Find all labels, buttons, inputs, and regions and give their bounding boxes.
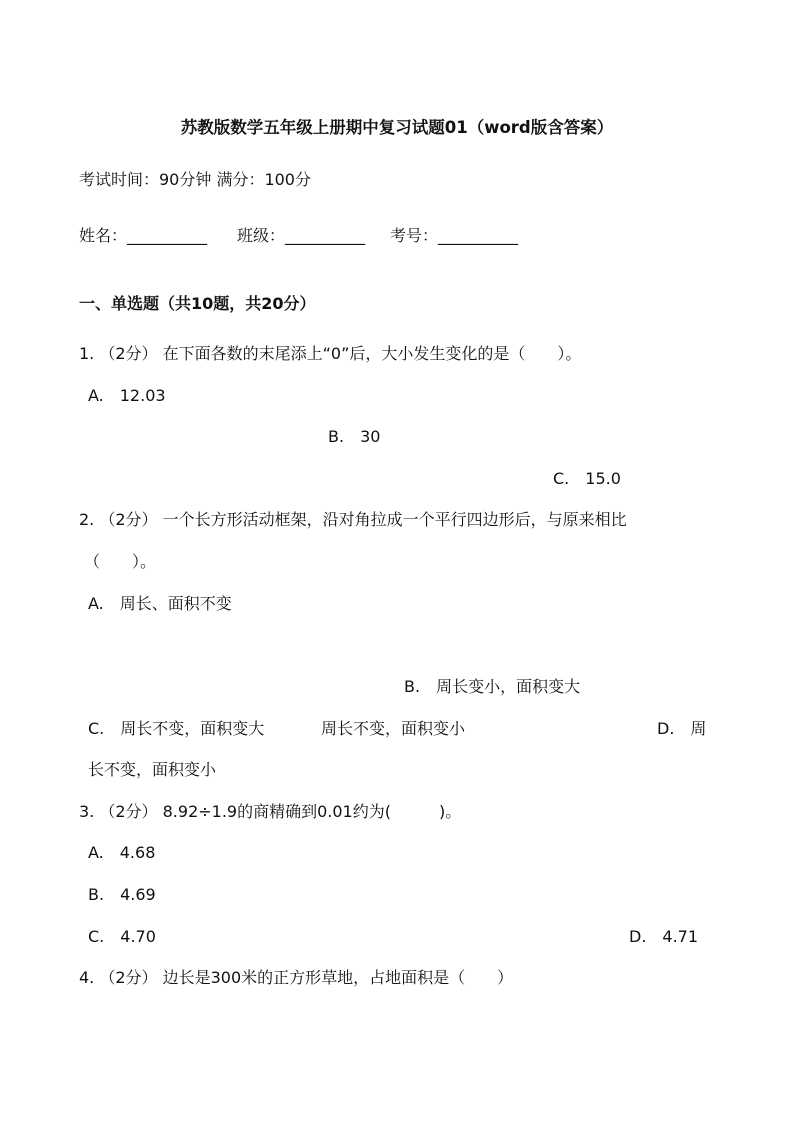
question-3-option-d: D. 4.71 [629, 927, 699, 946]
question-2-option-c: C. 周长不变，面积变大 [88, 719, 265, 738]
question-4-stem: 4. （2分） 边长是300米的正方形草地，占地面积是（ ） [79, 968, 514, 987]
question-2-stem: 2. （2分） 一个长方形活动框架，沿对角拉成一个平行四边形后，与原来相比 [79, 510, 627, 529]
question-3-stem: 3. （2分） 8.92÷1.9的商精确到0.01约为( )。 [79, 802, 462, 821]
question-1-stem: 1. （2分） 在下面各数的末尾添上“0”后，大小发生变化的是（ ）。 [79, 344, 582, 363]
question-2-option-a: A. 周长、面积不变 [88, 594, 232, 613]
section-heading: 一、单选题（共10题，共20分） [79, 294, 316, 313]
question-3-option-b: B. 4.69 [88, 885, 156, 904]
question-2-stem-continued: （ ）。 [84, 552, 157, 571]
question-1-option-a: A. 12.03 [88, 386, 166, 405]
question-2-option-d: D. 周 [657, 719, 707, 738]
page-title: 苏教版数学五年级上册期中复习试题01（word版含答案） [180, 118, 614, 137]
question-2-option-b: B. 周长变小，面积变大 [404, 677, 581, 696]
question-2-option-text: 周长不变，面积变小 [321, 719, 466, 738]
question-2-option-d-continued: 长不变，面积变小 [88, 760, 217, 779]
question-1-option-c: C. 15.0 [553, 469, 621, 488]
question-3-option-c: C. 4.70 [88, 927, 156, 946]
question-1-option-b: B. 30 [328, 427, 381, 446]
class-field: 班级：__________ [237, 226, 366, 245]
question-3-option-a: A. 4.68 [88, 843, 156, 862]
exam-number-field: 考号：__________ [390, 226, 519, 245]
name-field: 姓名：__________ [79, 226, 208, 245]
exam-info: 考试时间：90分钟 满分：100分 [79, 170, 311, 189]
